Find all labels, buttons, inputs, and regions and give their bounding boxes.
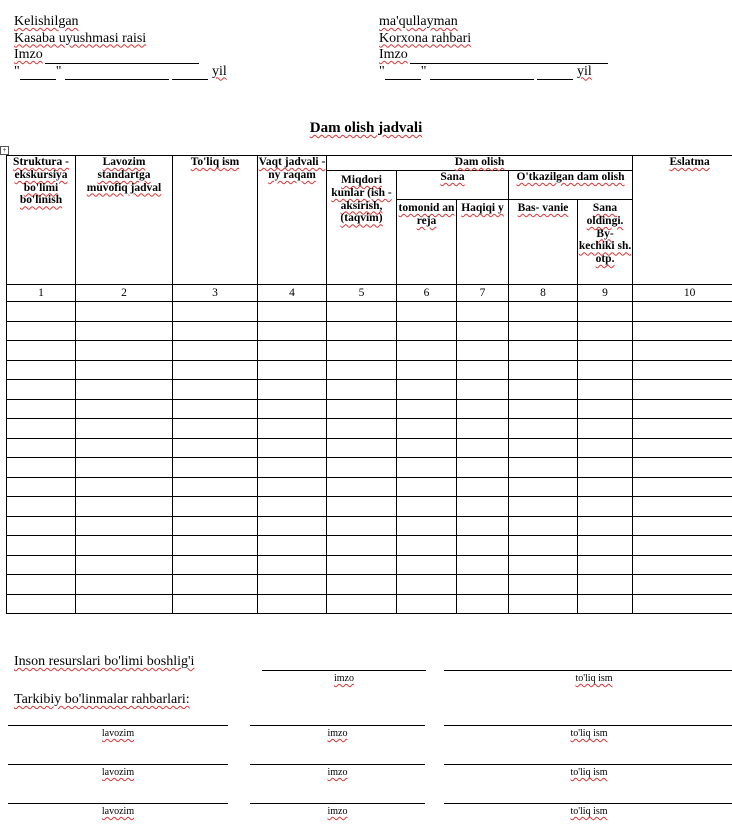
table-cell[interactable] (173, 536, 258, 556)
table-cell[interactable] (509, 594, 578, 614)
head-position-line (8, 725, 228, 726)
structural-heads-label: Tarkibiy bo'linmalar rahbarlari: (14, 692, 190, 707)
table-cell[interactable] (327, 419, 397, 439)
table-cell[interactable] (258, 555, 327, 575)
table-cell[interactable] (578, 419, 633, 439)
table-cell[interactable] (7, 302, 76, 322)
table-cell[interactable] (457, 516, 509, 536)
table-cell[interactable] (7, 380, 76, 400)
table-cell[interactable] (258, 419, 327, 439)
table-cell[interactable] (509, 380, 578, 400)
table-cell[interactable] (633, 516, 732, 536)
table-cell[interactable] (76, 555, 173, 575)
head-name-caption: to'liq ism (570, 767, 608, 778)
table-cell[interactable] (7, 477, 76, 497)
table-cell[interactable] (509, 575, 578, 595)
right-approve-label: ma'qullayman (379, 14, 458, 29)
table-cell[interactable] (76, 458, 173, 478)
table-cell[interactable] (258, 477, 327, 497)
table-cell[interactable] (457, 360, 509, 380)
table-cell[interactable] (76, 516, 173, 536)
header-planned: tomonid an reja (397, 200, 457, 285)
document-title: Dam olish jadvali (309, 120, 423, 136)
table-cell[interactable] (397, 575, 457, 595)
table-row (7, 380, 732, 400)
right-director-label: Korxona rahbari (379, 30, 472, 46)
table-cell[interactable] (633, 341, 732, 361)
head-signature-caption: imzo (327, 806, 348, 817)
table-cell[interactable] (578, 360, 633, 380)
table-cell[interactable] (509, 399, 578, 419)
table-cell[interactable] (7, 594, 76, 614)
table-cell[interactable] (76, 360, 173, 380)
left-date-line: " " yil (14, 63, 227, 79)
table-cell[interactable] (578, 555, 633, 575)
table-cell[interactable] (633, 477, 732, 497)
right-approval-block (379, 14, 608, 80)
right-signature-line: Imzo (379, 47, 608, 64)
table-cell[interactable] (397, 321, 457, 341)
table-cell[interactable] (258, 536, 327, 556)
table-cell[interactable] (509, 497, 578, 517)
table-cell[interactable] (509, 516, 578, 536)
table-cell[interactable] (578, 575, 633, 595)
table-cell[interactable] (633, 360, 732, 380)
table-cell[interactable] (258, 497, 327, 517)
table-cell[interactable] (578, 536, 633, 556)
table-cell[interactable] (327, 555, 397, 575)
table-cell[interactable] (457, 458, 509, 478)
table-cell[interactable] (173, 419, 258, 439)
table-cell[interactable] (76, 575, 173, 595)
table-cell[interactable] (457, 399, 509, 419)
header-date: Sana (397, 171, 509, 200)
table-row (7, 497, 732, 517)
head-name-caption: to'liq ism (570, 806, 608, 817)
table-cell[interactable] (509, 438, 578, 458)
table-cell[interactable] (258, 302, 327, 322)
table-cell[interactable] (173, 458, 258, 478)
table-cell[interactable] (7, 575, 76, 595)
table-cell[interactable] (7, 555, 76, 575)
column-number: 7 (457, 285, 509, 302)
table-cell[interactable] (397, 555, 457, 575)
table-cell[interactable] (258, 458, 327, 478)
table-cell[interactable] (397, 380, 457, 400)
table-cell[interactable] (633, 497, 732, 517)
table-cell[interactable] (633, 321, 732, 341)
table-cell[interactable] (76, 536, 173, 556)
left-agreed-label: Kelishilgan (14, 14, 79, 29)
table-cell[interactable] (578, 438, 633, 458)
table-cell[interactable] (76, 321, 173, 341)
table-cell[interactable] (327, 536, 397, 556)
table-cell[interactable] (397, 477, 457, 497)
table-cell[interactable] (173, 438, 258, 458)
head-position-line (8, 803, 228, 804)
table-cell[interactable] (457, 419, 509, 439)
table-cell[interactable] (509, 360, 578, 380)
table-cell[interactable] (397, 536, 457, 556)
table-cell[interactable] (633, 399, 732, 419)
header-actual: Haqiqi y (457, 200, 509, 285)
table-cell[interactable] (457, 302, 509, 322)
table-cell[interactable] (578, 516, 633, 536)
left-signature-line: Imzo (14, 47, 227, 64)
table-cell[interactable] (457, 555, 509, 575)
table-cell[interactable] (578, 399, 633, 419)
table-cell[interactable] (258, 516, 327, 536)
table-cell[interactable] (397, 302, 457, 322)
hr-signature-line (262, 670, 426, 671)
table-cell[interactable] (327, 360, 397, 380)
table-cell[interactable] (173, 321, 258, 341)
table-row (7, 321, 732, 341)
head-signature-caption: imzo (327, 767, 348, 778)
table-cell[interactable] (457, 477, 509, 497)
table-cell[interactable] (173, 497, 258, 517)
column-number: 10 (633, 285, 732, 302)
table-cell[interactable] (578, 321, 633, 341)
left-union-chair-label: Kasaba uyushmasi raisi (14, 30, 147, 46)
head-position-line (8, 764, 228, 765)
head-signature-line (250, 764, 425, 765)
table-cell[interactable] (76, 419, 173, 439)
table-row (7, 477, 732, 497)
table-cell[interactable] (258, 380, 327, 400)
table-cell[interactable] (327, 594, 397, 614)
table-cell[interactable] (509, 477, 578, 497)
table-cell[interactable] (327, 399, 397, 419)
table-cell[interactable] (7, 516, 76, 536)
table-row (7, 555, 732, 575)
table-cell[interactable] (173, 341, 258, 361)
table-cell[interactable] (76, 497, 173, 517)
table-cell[interactable] (327, 516, 397, 536)
table-cell[interactable] (633, 555, 732, 575)
table-cell[interactable] (327, 302, 397, 322)
table-cell[interactable] (397, 399, 457, 419)
table-cell[interactable] (509, 341, 578, 361)
head-position-caption: lavozim (101, 728, 135, 739)
table-cell[interactable] (633, 536, 732, 556)
table-cell[interactable] (633, 380, 732, 400)
table-cell[interactable] (578, 302, 633, 322)
head-name-line (444, 764, 732, 765)
head-signature-caption: imzo (327, 728, 348, 739)
column-number: 6 (397, 285, 457, 302)
table-cell[interactable] (327, 438, 397, 458)
header-expected-date: Sana oldingi. By- kechiki sh. otp. (578, 200, 633, 285)
table-cell[interactable] (397, 594, 457, 614)
table-cell[interactable] (173, 575, 258, 595)
column-number: 3 (173, 285, 258, 302)
table-cell[interactable] (76, 302, 173, 322)
header-position: Lavozim standartga muvofiq jadval (76, 156, 173, 285)
table-cell[interactable] (578, 458, 633, 478)
header-basis: Bas- vanie (509, 200, 578, 285)
table-cell[interactable] (173, 380, 258, 400)
column-number: 8 (509, 285, 578, 302)
table-cell[interactable] (397, 516, 457, 536)
head-position-caption: lavozim (101, 767, 135, 778)
table-cell[interactable] (327, 341, 397, 361)
table-cell[interactable] (173, 399, 258, 419)
table-cell[interactable] (397, 341, 457, 361)
table-cell[interactable] (258, 575, 327, 595)
head-position-caption: lavozim (101, 806, 135, 817)
table-cell[interactable] (173, 477, 258, 497)
table-cell[interactable] (578, 477, 633, 497)
hr-name-line (444, 670, 732, 671)
head-signature-line (250, 725, 425, 726)
table-cell[interactable] (7, 438, 76, 458)
hr-name-caption: to'liq ism (575, 673, 613, 684)
table-cell[interactable] (7, 399, 76, 419)
table-cell[interactable] (457, 341, 509, 361)
table-cell[interactable] (173, 516, 258, 536)
table-cell[interactable] (258, 341, 327, 361)
table-row (7, 575, 732, 595)
right-date-line: " " yil (379, 63, 592, 79)
table-cell[interactable] (327, 477, 397, 497)
table-cell[interactable] (509, 458, 578, 478)
table-cell[interactable] (633, 302, 732, 322)
table-cell[interactable] (509, 555, 578, 575)
table-cell[interactable] (457, 594, 509, 614)
head-name-line (444, 803, 732, 804)
table-cell[interactable] (509, 302, 578, 322)
table-cell[interactable] (76, 594, 173, 614)
table-cell[interactable] (509, 536, 578, 556)
left-approval-block (14, 14, 227, 80)
column-number: 5 (327, 285, 397, 302)
table-cell[interactable] (578, 380, 633, 400)
head-name-line (444, 725, 732, 726)
header-days-count: Miqdori kunlar (ish - aksirish, (taqvim) (327, 171, 397, 285)
table-cell[interactable] (258, 321, 327, 341)
table-cell[interactable] (578, 341, 633, 361)
table-cell[interactable] (397, 438, 457, 458)
column-number: 2 (76, 285, 173, 302)
column-number: 4 (258, 285, 327, 302)
table-cell[interactable] (397, 360, 457, 380)
header-postponed: O'tkazilgan dam olish (509, 171, 633, 200)
head-signature-line (250, 803, 425, 804)
table-cell[interactable] (327, 575, 397, 595)
table-cell[interactable] (457, 321, 509, 341)
table-row (7, 399, 732, 419)
hr-signature-caption: imzo (334, 673, 354, 684)
table-cell[interactable] (76, 380, 173, 400)
table-cell[interactable] (7, 360, 76, 380)
table-cell[interactable] (327, 380, 397, 400)
table-cell[interactable] (7, 458, 76, 478)
table-cell[interactable] (457, 497, 509, 517)
column-number-row (7, 285, 732, 302)
table-cell[interactable] (457, 575, 509, 595)
table-cell[interactable] (457, 380, 509, 400)
table-cell[interactable] (173, 360, 258, 380)
table-row (7, 594, 732, 614)
table-cell[interactable] (7, 341, 76, 361)
table-cell[interactable] (173, 594, 258, 614)
table-cell[interactable] (457, 536, 509, 556)
table-cell[interactable] (509, 321, 578, 341)
header-full-name: To'liq ism (173, 156, 258, 285)
table-row (7, 458, 732, 478)
table-cell[interactable] (327, 458, 397, 478)
table-cell[interactable] (258, 594, 327, 614)
vacation-schedule-table (6, 155, 732, 614)
table-cell[interactable] (7, 321, 76, 341)
table-cell[interactable] (7, 497, 76, 517)
table-cell[interactable] (327, 497, 397, 517)
table-cell[interactable] (578, 497, 633, 517)
table-row (7, 341, 732, 361)
table-cell[interactable] (76, 341, 173, 361)
table-cell[interactable] (397, 458, 457, 478)
table-cell[interactable] (76, 477, 173, 497)
table-cell[interactable] (173, 302, 258, 322)
column-number: 1 (7, 285, 76, 302)
head-name-caption: to'liq ism (570, 728, 608, 739)
table-row (7, 536, 732, 556)
table-cell[interactable] (633, 419, 732, 439)
table-cell[interactable] (633, 575, 732, 595)
table-cell[interactable] (578, 594, 633, 614)
table-cell[interactable] (633, 594, 732, 614)
table-row (7, 516, 732, 536)
table-cell[interactable] (7, 536, 76, 556)
table-cell[interactable] (76, 399, 173, 419)
table-cell[interactable] (633, 458, 732, 478)
table-cell[interactable] (258, 438, 327, 458)
table-cell[interactable] (397, 419, 457, 439)
table-cell[interactable] (327, 321, 397, 341)
header-vacation: Dam olish (327, 156, 633, 171)
table-row (7, 360, 732, 380)
table-cell[interactable] (509, 419, 578, 439)
table-row (7, 419, 732, 439)
table-cell[interactable] (7, 419, 76, 439)
table-cell[interactable] (457, 438, 509, 458)
header-timesheet: Vaqt jadvali - ny raqam (258, 156, 327, 285)
table-cell[interactable] (258, 399, 327, 419)
table-cell[interactable] (633, 438, 732, 458)
column-number: 9 (578, 285, 633, 302)
table-cell[interactable] (76, 438, 173, 458)
table-row (7, 302, 732, 322)
hr-head-label: Inson resurslari bo'limi boshlig'i (14, 654, 195, 669)
table-cell[interactable] (173, 555, 258, 575)
table-cell[interactable] (258, 360, 327, 380)
table-cell[interactable] (397, 497, 457, 517)
table-move-handle[interactable]: + (0, 146, 9, 155)
header-note: Eslatma (633, 156, 732, 285)
header-structure: Struktura - ekskursiya bo'limi bo'linish (7, 156, 76, 285)
table-row (7, 438, 732, 458)
